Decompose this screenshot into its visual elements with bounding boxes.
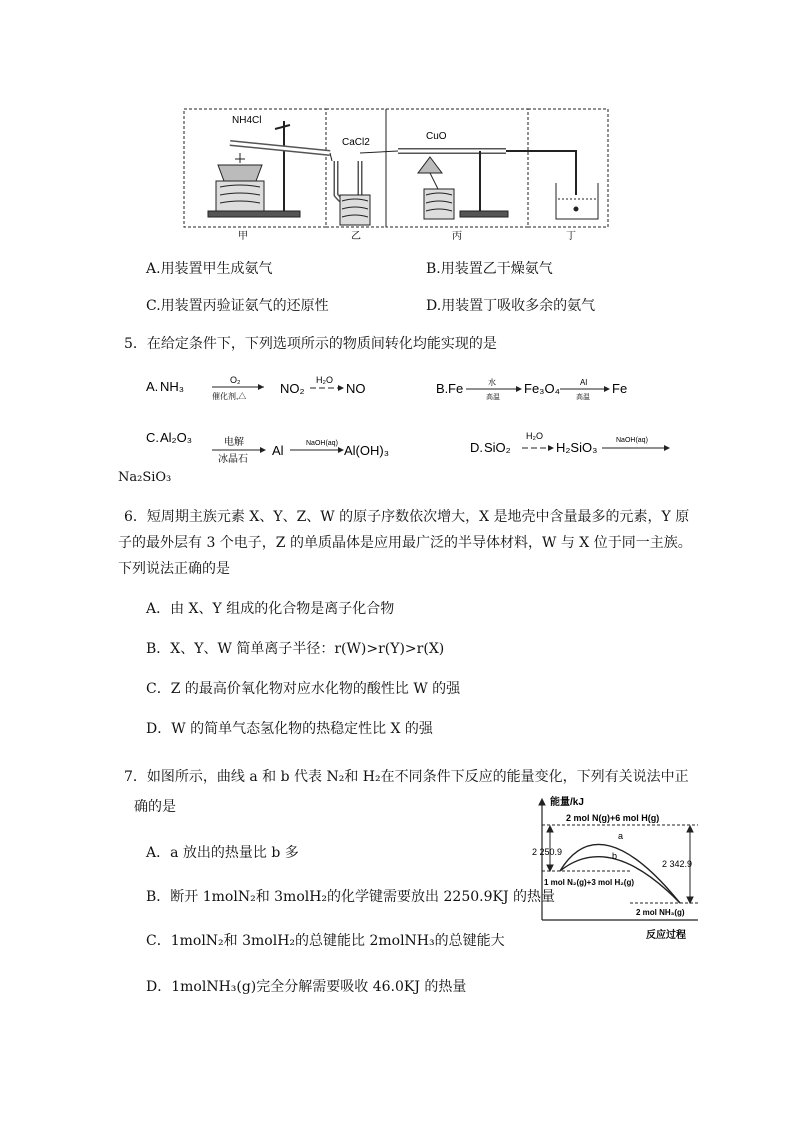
q4-option-d[interactable] [426,295,595,315]
q5-option-c[interactable] [146,426,426,466]
q5-c-cond1-bottom: 冰晶石 [218,454,248,465]
q5-a-cond2-top: H₂O [316,375,333,385]
q5-b-cond2-top: Al [580,378,588,387]
q5-a-cond1-bottom: 催化剂,△ [212,392,247,401]
q7-option-b[interactable]: B．断开 1molN₂和 3molH₂的化学键需要放出 2250.9KJ 的热量 [146,889,556,905]
top-level-label: 2 mol N(g)+6 mol H(g) [566,813,660,823]
q5-d-key: D. [470,440,483,455]
q5-a-end: NO [346,381,366,396]
q4-option-a-text: 用装置甲生成氨气 [160,261,273,277]
q5-b-key: B. [436,381,449,396]
q7-option-c[interactable]: C．1molN₂和 3molH₂的总键能比 2molNH₃的总键能大 [146,933,505,949]
q5-d-cond1-top: H₂O [526,431,543,441]
q6-stem-line2: 子的最外层有 3 个电子，Z 的单质晶体是应用最广泛的半导体材料，W 与 X 位于同一主族。 [118,535,692,551]
value-left-label: 2 250.9 [532,847,563,857]
cuo-label: CuO [426,131,447,142]
q6-option-d[interactable]: D．W 的简单气态氢化物的热稳定性比 X 的强 [146,721,433,737]
q5-stem: 5．在给定条件下，下列选项所示的物质间转化均能实现的是 [124,336,497,352]
q5-option-d[interactable] [470,426,680,462]
q5-a-start: NH₃ [160,379,185,394]
q6-option-b[interactable]: B．X、Y、W 简单离子半径：r(W)>r(Y)>r(X) [146,641,445,657]
apparatus-figure [180,103,612,243]
q5-d-cond2-top: NaOH(aq) [616,437,648,444]
q5-b-cond2-bottom: 高温 [576,394,590,401]
q5-b-mid: Fe₃O₄ [524,381,560,396]
q7-option-d[interactable]: D．1molNH₃(g)完全分解需要吸收 46.0KJ 的热量 [146,979,467,995]
q4-option-a-key: A. [146,261,161,277]
q5-a-cond1-top: O₂ [230,375,241,385]
x-axis-label: 反应过程 [646,930,686,941]
caption-bing: 丙 [452,231,462,242]
q5-c-key: C. [146,430,159,445]
q7-stem-line1: 7．如图所示，曲线 a 和 b 代表 N₂和 H₂在不同条件下反应的能量变化，下列有关说法中正 [124,769,689,785]
q6-stem-line3: 下列说法正确的是 [118,561,230,577]
q5-c-mid: Al [272,443,284,458]
q7-option-a[interactable]: A．a 放出的热量比 b 多 [146,845,299,861]
q5-d-mid: H₂SiO₃ [556,440,598,455]
q6-option-a[interactable]: A．由 X、Y 组成的化合物是离子化合物 [146,601,395,617]
caption-jia: 甲 [238,231,248,242]
q4-option-c-text: 用装置丙验证氨气的还原性 [160,298,329,314]
q4-option-c[interactable] [146,295,329,315]
q5-c-start: Al₂O₃ [160,430,193,445]
q5-b-cond1-bottom: 高温 [486,394,500,401]
curve-b-label: b [612,851,618,861]
curve-a [560,844,680,903]
q5-b-cond1-top: 水 [488,378,496,387]
q5-c-cond1-top: 电解 [224,437,244,448]
q4-option-d-key: D. [426,298,442,314]
q5-d-end: Na₂SiO₃ [118,470,172,485]
mid-level-label: 1 mol N₂(g)+3 mol H₂(g) [544,878,634,887]
q4-option-d-text: 用装置丁吸收多余的氨气 [441,298,596,314]
q4-option-b[interactable] [426,258,553,278]
q4-option-b-text: 用装置乙干燥氨气 [440,261,553,277]
nh4cl-label: NH4Cl [232,115,262,126]
caption-yi: 乙 [351,231,361,242]
q4-option-b-key: B. [426,261,441,277]
q5-b-start: Fe [448,381,464,396]
q4-option-c-key: C. [146,298,161,314]
q6-option-c[interactable]: C．Z 的最高价氧化物对应水化物的酸性比 W 的强 [146,681,461,697]
q5-c-end: Al(OH)₃ [344,443,390,458]
q5-d-start: SiO₂ [484,440,511,455]
q5-b-end: Fe [612,381,628,396]
q6-stem-line1: 6．短周期主族元素 X、Y、Z、W 的原子序数依次增大，X 是地壳中含量最多的元素，Y 原 [124,509,690,525]
caption-ding: 丁 [566,231,576,242]
value-right-label: 2 342.9 [662,859,693,869]
q5-a-key: A. [146,379,159,394]
q4-option-a[interactable] [146,258,273,278]
q5-option-a[interactable] [146,372,376,406]
q5-c-cond2-top: NaOH(aq) [306,440,338,447]
y-axis-label: 能量/kJ [550,797,584,808]
energy-diagram [530,795,710,943]
curve-a-label: a [618,831,624,841]
q5-option-b[interactable] [436,375,636,405]
q5-a-mid: NO₂ [280,381,305,396]
q7-stem-line2: 确的是 [134,799,176,815]
bottom-level-label: 2 mol NH₃(g) [636,908,685,917]
cacl2-label: CaCl2 [342,137,370,148]
